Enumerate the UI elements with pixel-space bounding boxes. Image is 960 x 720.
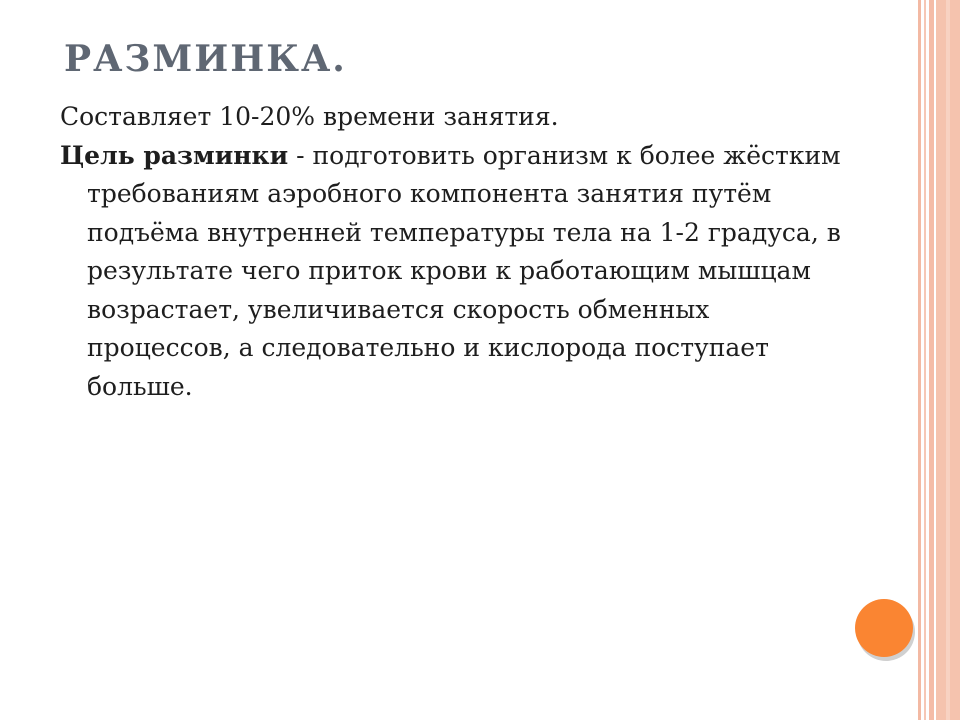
paragraph-goal xyxy=(60,137,860,407)
decorative-stripe xyxy=(946,0,950,720)
slide-title: РАЗМИНКА. xyxy=(64,38,347,80)
paragraph-duration: Составляет 10-20% времени занятия. xyxy=(60,102,559,131)
decorative-stripe xyxy=(924,0,926,720)
decorative-stripe xyxy=(918,0,921,720)
slide-body xyxy=(60,98,860,406)
decorative-stripe xyxy=(929,0,934,720)
goal-label: Цель разминки xyxy=(60,140,289,170)
orange-circle-decoration xyxy=(855,599,913,657)
goal-text: - подготовить организм к более жёстким требованиям аэробного компонента занятия путём подъёма внутренней температуры тела на 1-2 градуса, в результате чего приток крови к работающим мышцам возрастает, увеличивается скорость обменных процессов, а следовательно и кислорода поступает больше. xyxy=(87,140,841,401)
